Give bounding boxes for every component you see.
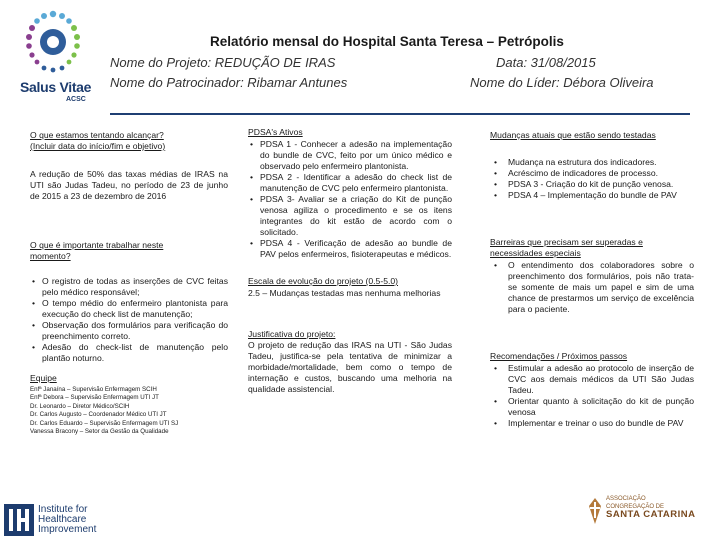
list-item: • Acréscimo de indicadores de processo.	[490, 168, 694, 179]
important-list	[30, 276, 228, 364]
next-steps-list	[490, 363, 694, 429]
header-divider	[110, 113, 690, 115]
team-member: Enfª Debora – Supervisão Enfermagem UTI JT	[30, 394, 159, 402]
salus-vitae-name: Salus Vitae	[20, 79, 92, 95]
ihi-logo	[4, 504, 34, 536]
team-member: Dr. Carlos Augusto – Coordenador Médico UTI JT	[30, 411, 167, 419]
aim-heading: O que estamos tentando alcançar?	[30, 130, 164, 140]
important-heading: O que é importante trabalhar neste	[30, 240, 164, 250]
project-name: Nome do Projeto: REDUÇÃO DE IRAS	[110, 55, 336, 70]
list-item: • O entendimento dos colaboradores sobre o preenchimento dos formulários, pois não trata-se somente de mais um papel e sim de uma chance de prestarmos um serviço de excelência para o paciente.	[490, 260, 694, 315]
list-item: • Estimular a adesão ao protocolo de inserção de CVC aos demais médicos da UTI São Judas Tadeu.	[490, 363, 694, 396]
column-right	[490, 130, 694, 429]
ascc-emblem-icon	[586, 496, 604, 526]
list-item: • PDSA 1 - Conhecer a adesão na implementação do bundle de CVC, feito por um único médico e observado pelo enfermeiro plantonista.	[248, 139, 452, 172]
ihi-line-2: Healthcare	[38, 514, 87, 525]
team-member: Vanessa Bracony – Setor da Gestão da Qualidade	[30, 428, 169, 436]
list-item: • Mudança na estrutura dos indicadores.	[490, 157, 694, 168]
salus-vitae-acsc: ACSC	[66, 96, 86, 103]
next-steps-heading: Recomendações / Próximos passos	[490, 351, 628, 361]
ihi-name	[38, 505, 96, 535]
team-member: Dr. Carlos Eduardo – Supervisão Enfermagem UTI SJ	[30, 419, 179, 427]
barriers-list	[490, 260, 694, 315]
column-left	[30, 130, 228, 436]
pdsa-list	[248, 139, 452, 260]
team-heading: Equipe	[30, 373, 57, 383]
list-item: • PDSA 4 - Verificação de adesão ao bundle de PAV pelos enfermeiros, fisioterapeutas e médicos.	[248, 238, 452, 260]
list-item: • PDSA 3- Avaliar se a criação do Kit de punção venosa agiliza o procedimento e se os itens integrantes do kit estão de acordo com o solicitado.	[248, 194, 452, 238]
list-item: • Adesão do check-list de manutenção pelo plantão noturno.	[30, 342, 228, 364]
scale-heading: Escala de evolução do projeto (0.5-5.0)	[248, 276, 399, 286]
column-middle	[248, 127, 452, 395]
list-item: • Observação dos formulários para verificação do preenchimento correto.	[30, 320, 228, 342]
ihi-line-3: Improvement	[38, 524, 97, 535]
team-list	[30, 386, 228, 436]
leader-name: Nome do Líder: Débora Oliveira	[470, 75, 654, 90]
ihi-line-1: Institute for	[38, 504, 88, 515]
important-subheading: momento?	[30, 251, 71, 261]
report-date: Data: 31/08/2015	[496, 55, 596, 70]
list-item: • PDSA 3 - Criação do kit de punção venosa.	[490, 179, 694, 190]
changes-list	[490, 157, 694, 201]
list-item: • O tempo médio do enfermeiro plantonista para execução do check list de manutenção;	[30, 298, 228, 320]
justification-heading: Justificativa do projeto:	[248, 329, 336, 339]
scale-text: 2.5 – Mudanças testadas mas nenhuma melhorias	[248, 288, 441, 298]
barriers-subheading: necessidades especiais	[490, 248, 581, 258]
changes-heading: Mudanças atuais que estão sendo testadas	[490, 130, 656, 140]
report-title: Relatório mensal do Hospital Santa Teresa – Petrópolis	[210, 34, 564, 49]
ascc-name	[606, 496, 696, 519]
list-item: • O registro de todas as inserções de CVC feitas pelo médico responsável;	[30, 276, 228, 298]
aim-text: A redução de 50% das taxas médias de IRAS na UTI são Judas Tadeu, no período de 23 de junho de 2015 a 23 de dezembro de 2016	[30, 169, 228, 201]
justification-text: O projeto de redução das IRAS na UTI - São Judas Tadeu, justifica-se pela tentativa de minimizar a morbidade/mortalidade, bem como o tempo de internação e custos, buscando uma melhoria na qualidade assistencial.	[248, 340, 452, 394]
list-item: • Orientar quanto à solicitação do kit de punção venosa	[490, 396, 694, 418]
team-member: Dr. Leonardo – Diretor Médico/SCIH	[30, 402, 130, 410]
ascc-line-2: CONGREGAÇÃO DE	[606, 503, 665, 510]
team-member: Enfª Janaína – Supervisão Enfermagem SCIH	[30, 386, 157, 393]
aim-subheading: (Incluir data do início/fim e objetivo)	[30, 141, 166, 151]
barriers-heading: Barreiras que precisam ser superadas e	[490, 237, 643, 247]
sponsor-name: Nome do Patrocinador: Ribamar Antunes	[110, 75, 348, 90]
list-item: • Implementar e treinar o uso do bundle de PAV	[490, 418, 694, 429]
ascc-logo	[586, 496, 604, 526]
list-item: • PDSA 4 – Implementação do bundle de PAV	[490, 190, 694, 201]
pdsa-heading: PDSA's Ativos	[248, 127, 303, 137]
list-item: • PDSA 2 - Identificar a adesão do check list de manutenção de CVC pelo enfermeiro plantonista.	[248, 172, 452, 194]
salus-vitae-emblem-icon	[22, 8, 84, 80]
ihi-emblem-icon	[4, 504, 34, 536]
ascc-line-3: SANTA CATARINA	[606, 509, 696, 520]
ascc-line-1: ASSOCIAÇÃO	[606, 496, 646, 502]
